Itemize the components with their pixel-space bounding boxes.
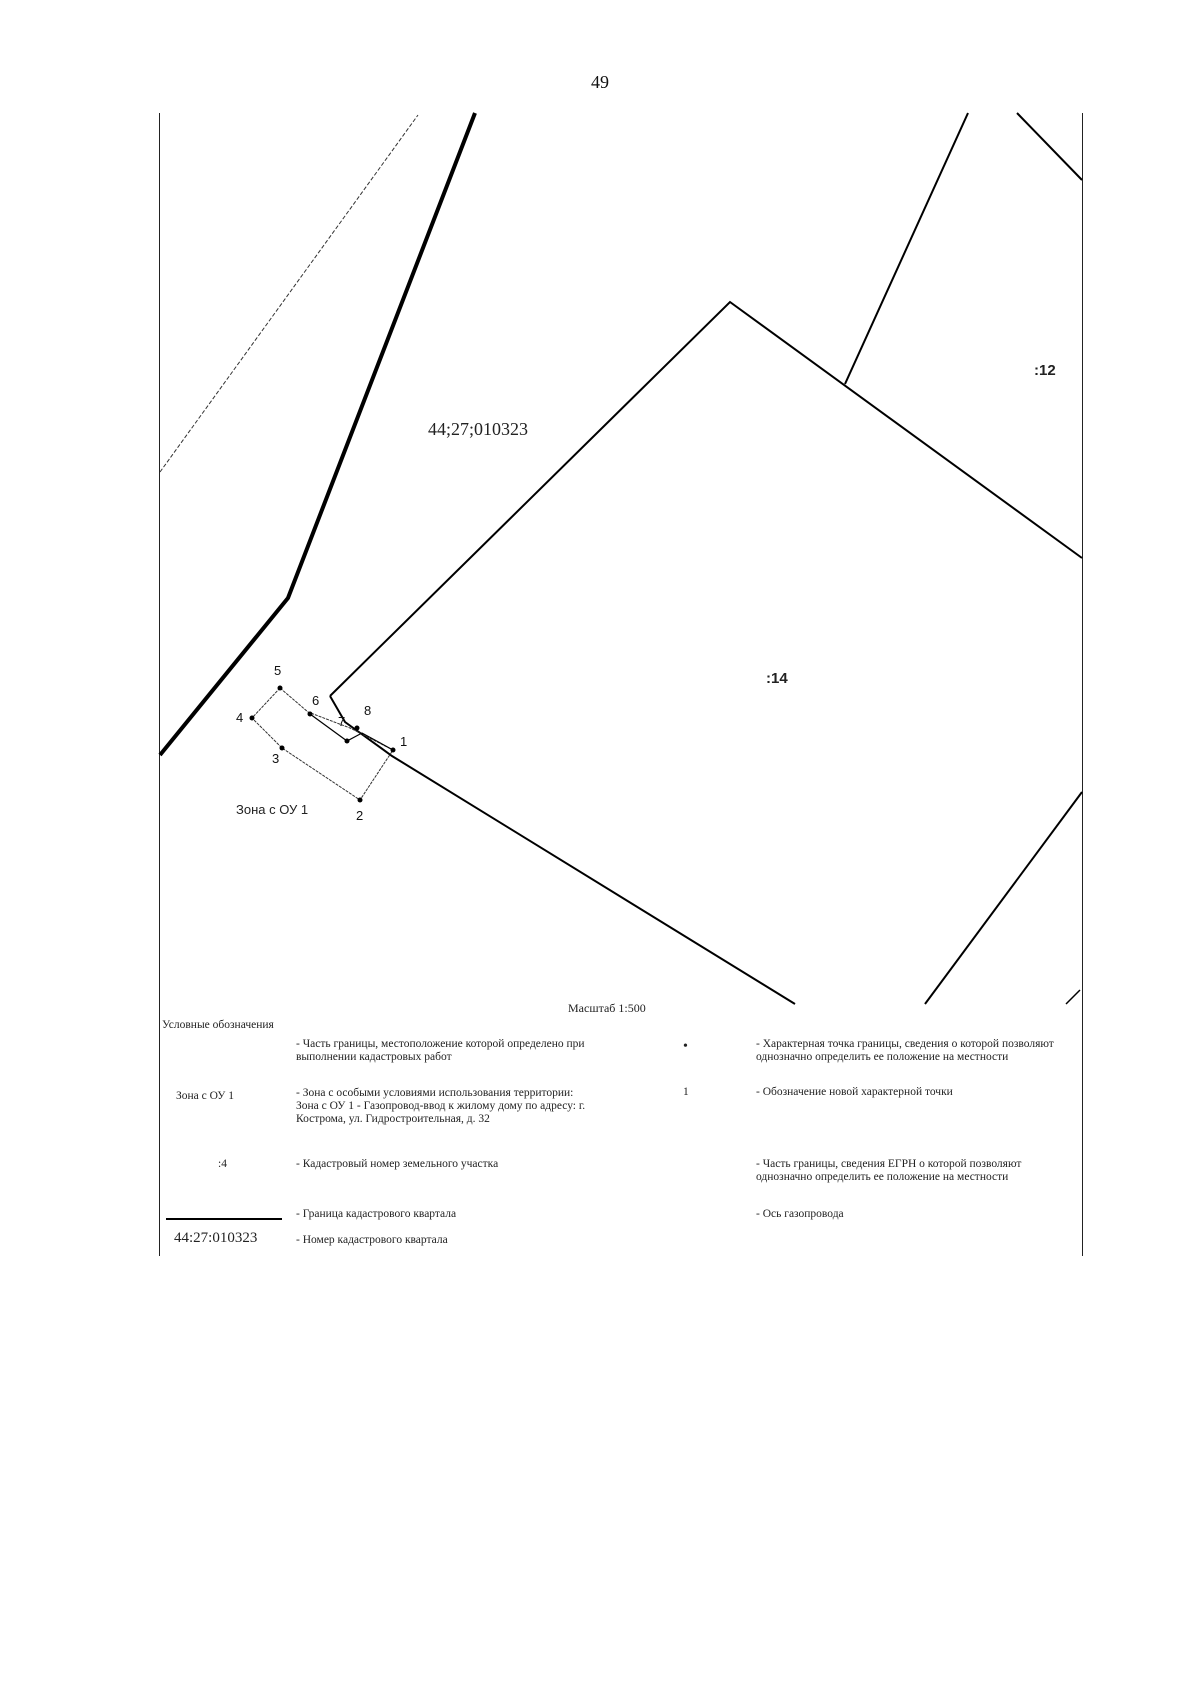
parcel-label-12: :12 xyxy=(1034,362,1056,379)
point-label-7: 7 xyxy=(338,714,346,729)
legend-right-2-symbol: 1 xyxy=(683,1086,689,1098)
scale-label: Масштаб 1:500 xyxy=(568,1001,646,1015)
parcel-12-boundary xyxy=(845,113,968,384)
characteristic-points xyxy=(250,686,396,803)
legend-right-2-text: - Обозначение новой характерной точки xyxy=(756,1086,953,1098)
legend-item-3-text: - Кадастровый номер земельного участка xyxy=(296,1158,499,1170)
parcel-label-14: :14 xyxy=(766,670,788,687)
quarter-number-label: 44;27;010323 xyxy=(428,419,529,439)
legend-item-1-text: - Часть границы, местоположение которой определено при выполнении кадастровых работ xyxy=(296,1038,585,1063)
point-label-8: 8 xyxy=(364,703,372,718)
legend-item-5-text: - Номер кадастрового квартала xyxy=(296,1234,448,1246)
point-5 xyxy=(278,686,283,691)
zone-ou1-polygon xyxy=(252,688,393,800)
legend-item-4-text: - Граница кадастрового квартала xyxy=(296,1208,457,1220)
legend-item-2-symbol: Зона с ОУ 1 xyxy=(176,1090,235,1102)
gas-pipeline-axis xyxy=(310,714,393,750)
legend-item-5-symbol: 44:27:010323 xyxy=(174,1230,258,1246)
point-label-6: 6 xyxy=(312,693,320,708)
parcel-14-boundary xyxy=(330,302,1082,696)
point-label-1: 1 xyxy=(400,734,408,749)
point-6 xyxy=(308,712,313,717)
thin-boundary-line xyxy=(160,115,418,472)
point-2 xyxy=(358,798,363,803)
parcel-boundary-bottom-right xyxy=(925,792,1082,1004)
point-label-4: 4 xyxy=(236,710,244,725)
point-label-3: 3 xyxy=(272,751,280,766)
parcel-boundary-top-right xyxy=(1017,113,1082,180)
legend-right-4-text: - Ось газопровода xyxy=(756,1208,844,1220)
point-7 xyxy=(345,739,350,744)
point-label-2: 2 xyxy=(356,808,364,823)
point-4 xyxy=(250,716,255,721)
legend-item-3-symbol: :4 xyxy=(218,1158,227,1170)
page-number: 49 xyxy=(591,72,609,92)
point-label-5: 5 xyxy=(274,663,282,678)
legend-item-4-symbol xyxy=(166,1218,282,1220)
legend-right-3-text: - Часть границы, сведения ЕГРН о которой позволяют однозначно определить ее положение на местности xyxy=(756,1158,1022,1183)
zone-label: Зона с ОУ 1 xyxy=(236,802,309,817)
legend-title: Условные обозначения xyxy=(162,1019,274,1031)
point-8 xyxy=(355,726,360,731)
legend-right-1-text: - Характерная точка границы, сведения о которой позволяют однозначно определить ее положение на местности xyxy=(756,1038,1054,1063)
small-boundary-mark xyxy=(1066,990,1080,1004)
point-1 xyxy=(391,748,396,753)
point-3 xyxy=(280,746,285,751)
legend-right-1-symbol: • xyxy=(683,1039,688,1054)
legend-item-2-text: - Зона с особыми условиями использования территории: Зона с ОУ 1 - Газопровод-ввод к жилому дому по адресу: г. Кострома, ул. Гидростроительная, д. 32 xyxy=(296,1087,586,1125)
